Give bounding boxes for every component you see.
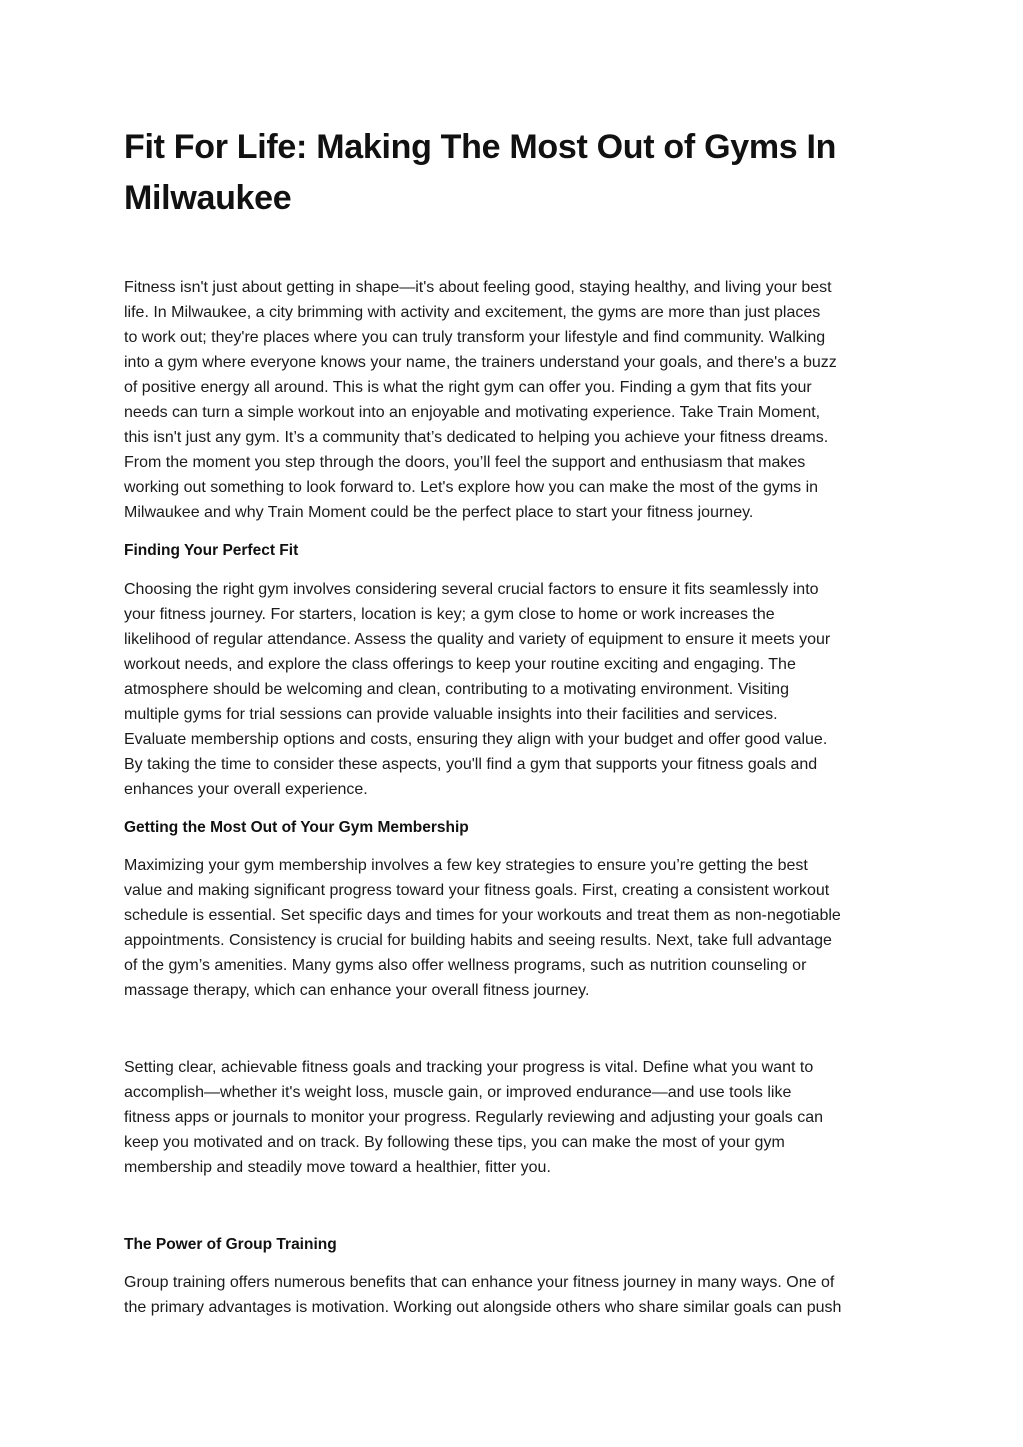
paragraph-line: multiple gyms for trial sessions can provide valuable insights into their facilities and services. <box>124 706 778 723</box>
paragraph-line: Choosing the right gym involves considering several crucial factors to ensure it fits seamlessly into <box>124 581 819 598</box>
paragraph-line: massage therapy, which can enhance your overall fitness journey. <box>124 982 590 999</box>
paragraph-line: of the gym’s amenities. Many gyms also offer wellness programs, such as nutrition counseling or <box>124 957 807 974</box>
paragraph-line: your fitness journey. For starters, location is key; a gym close to home or work increases the <box>124 606 775 623</box>
intro-paragraph <box>124 275 904 525</box>
section-heading-finding-fit: Finding Your Perfect Fit <box>124 542 299 559</box>
paragraph-line: atmosphere should be welcoming and clean, contributing to a motivating environment. Visiting <box>124 681 789 698</box>
section-heading-membership: Getting the Most Out of Your Gym Membership <box>124 819 469 836</box>
paragraph-line: enhances your overall experience. <box>124 781 368 798</box>
section-paragraph <box>124 1270 904 1320</box>
paragraph-line: working out something to look forward to. Let's explore how you can make the most of the gyms in <box>124 479 819 496</box>
paragraph-line: the primary advantages is motivation. Working out alongside others who share similar goals can push <box>124 1299 842 1316</box>
paragraph-line: schedule is essential. Set specific days and times for your workouts and treat them as non-negotiable <box>124 907 841 924</box>
paragraph-line: Evaluate membership options and costs, ensuring they align with your budget and offer good value. <box>124 731 828 748</box>
section-paragraph <box>124 577 904 802</box>
title-line: Milwaukee <box>124 179 292 217</box>
paragraph-line: likelihood of regular attendance. Assess the quality and variety of equipment to ensure it meets your <box>124 631 831 648</box>
section-paragraph <box>124 853 904 1003</box>
section-paragraph <box>124 1055 904 1180</box>
paragraph-line: this isn't just any gym. It’s a community that’s dedicated to helping you achieve your fitness dreams. <box>124 429 829 446</box>
paragraph-line: Milwaukee and why Train Moment could be the perfect place to start your fitness journey. <box>124 504 754 521</box>
paragraph-line: to work out; they're places where you can truly transform your lifestyle and find community. Walking <box>124 329 826 346</box>
paragraph-line: needs can turn a simple workout into an enjoyable and motivating experience. Take Train Moment, <box>124 404 821 421</box>
paragraph-line: of positive energy all around. This is what the right gym can offer you. Finding a gym that fits your <box>124 379 812 396</box>
paragraph-line: into a gym where everyone knows your name, the trainers understand your goals, and there's a buzz <box>124 354 837 371</box>
title-line: Fit For Life: Making The Most Out of Gyms In <box>124 128 837 166</box>
section-heading-group-training: The Power of Group Training <box>124 1236 337 1253</box>
paragraph-line: life. In Milwaukee, a city brimming with activity and excitement, the gyms are more than just places <box>124 304 821 321</box>
paragraph-line: Group training offers numerous benefits that can enhance your fitness journey in many ways. One of <box>124 1274 835 1291</box>
paragraph-line: workout needs, and explore the class offerings to keep your routine exciting and engaging. The <box>124 656 796 673</box>
paragraph-line: fitness apps or journals to monitor your progress. Regularly reviewing and adjusting your goals can <box>124 1109 824 1126</box>
paragraph-line: Fitness isn't just about getting in shape—it's about feeling good, staying healthy, and living your best <box>124 279 832 296</box>
paragraph-line: Maximizing your gym membership involves a few key strategies to ensure you’re getting the best <box>124 857 808 874</box>
paragraph-line: Setting clear, achievable fitness goals and tracking your progress is vital. Define what you want to <box>124 1059 814 1076</box>
page-title <box>124 122 904 224</box>
paragraph-line: By taking the time to consider these aspects, you'll find a gym that supports your fitness goals and <box>124 756 818 773</box>
paragraph-line: accomplish—whether it's weight loss, muscle gain, or improved endurance—and use tools like <box>124 1084 792 1101</box>
paragraph-line: keep you motivated and on track. By following these tips, you can make the most of your gym <box>124 1134 785 1151</box>
paragraph-line: From the moment you step through the doors, you’ll feel the support and enthusiasm that makes <box>124 454 806 471</box>
paragraph-line: membership and steadily move toward a healthier, fitter you. <box>124 1159 551 1176</box>
paragraph-line: value and making significant progress toward your fitness goals. First, creating a consistent workout <box>124 882 830 899</box>
paragraph-line: appointments. Consistency is crucial for building habits and seeing results. Next, take full advantage <box>124 932 832 949</box>
